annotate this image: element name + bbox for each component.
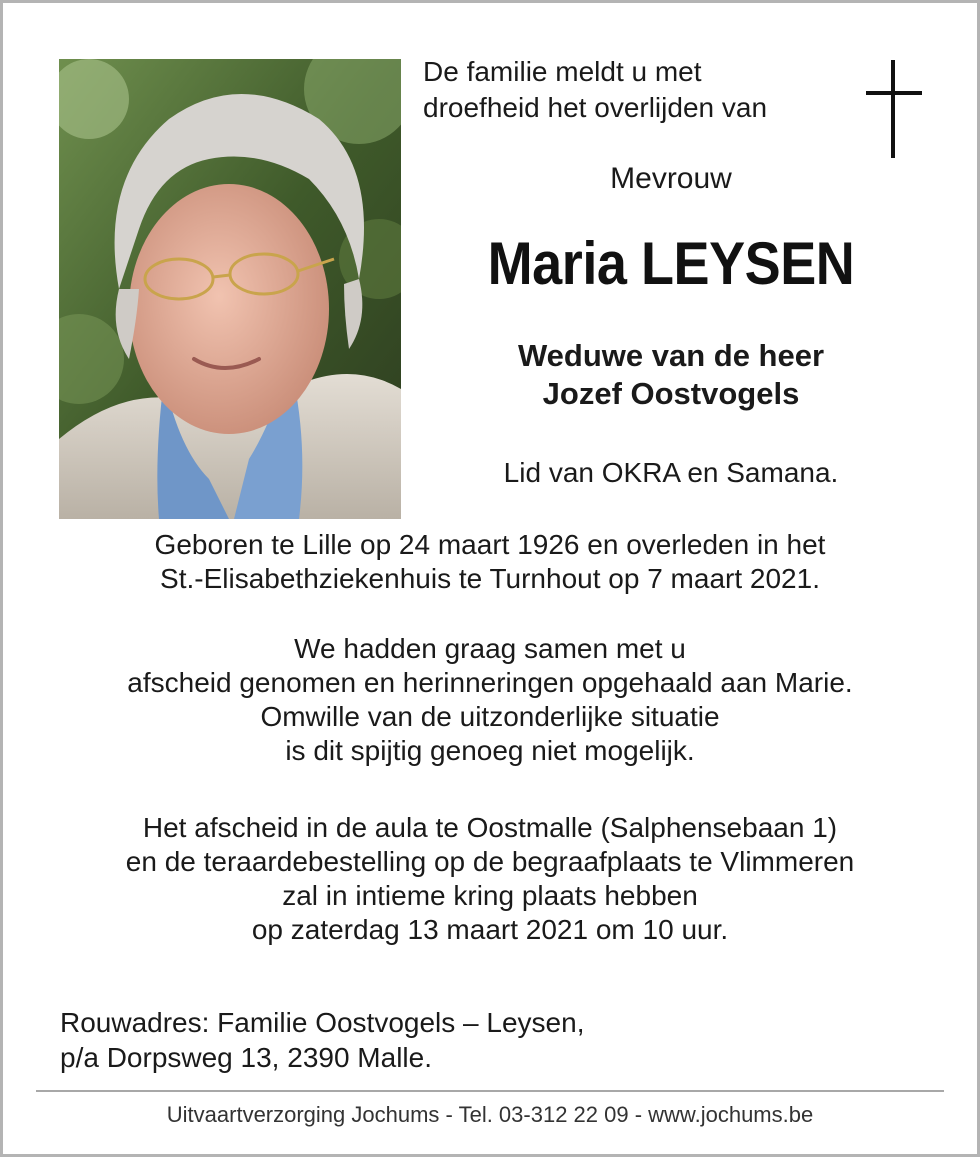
ceremony-line: en de teraardebestelling op de begraafplaats te Vlimmeren bbox=[125, 846, 855, 877]
cross-icon bbox=[862, 60, 924, 158]
membership: Lid van OKRA en Samana. bbox=[503, 457, 839, 488]
widow-line: Jozef Oostvogels bbox=[542, 376, 800, 411]
widow-line: Weduwe van de heer bbox=[517, 338, 825, 373]
message-line: We hadden graag samen met u bbox=[294, 633, 686, 664]
family-message bbox=[40, 632, 940, 768]
footer-divider bbox=[36, 1090, 944, 1092]
address-line: p/a Dorpsweg 13, 2390 Malle. bbox=[60, 1042, 432, 1073]
born-line: St.-Elisabethziekenhuis te Turnhout op 7 maart 2021. bbox=[160, 563, 820, 594]
message-line: is dit spijtig genoeg niet mogelijk. bbox=[285, 735, 695, 766]
honorific: Mevrouw bbox=[610, 162, 732, 195]
intro-text bbox=[423, 54, 843, 126]
intro-line: droefheid het overlijden van bbox=[423, 92, 768, 123]
portrait-photo bbox=[59, 59, 401, 519]
ceremony-line: zal in intieme kring plaats hebben bbox=[282, 880, 698, 911]
ceremony-details bbox=[40, 811, 940, 947]
funeral-director-footer: Uitvaartverzorging Jochums - Tel. 03-312 22 09 - www.jochums.be bbox=[166, 1102, 814, 1127]
ceremony-line: Het afscheid in de aula te Oostmalle (Salphensebaan 1) bbox=[142, 812, 838, 843]
ceremony-line: op zaterdag 13 maart 2021 om 10 uur. bbox=[251, 914, 729, 945]
mourning-address bbox=[60, 1005, 584, 1075]
intro-line: De familie meldt u met bbox=[423, 56, 702, 87]
message-line: afscheid genomen en herinneringen opgehaald aan Marie. bbox=[127, 667, 853, 698]
deceased-name: Maria LEYSEN bbox=[487, 230, 855, 297]
address-line: Rouwadres: Familie Oostvogels – Leysen, bbox=[60, 1007, 585, 1038]
born-line: Geboren te Lille op 24 maart 1926 en overleden in het bbox=[154, 529, 826, 560]
birth-death-details bbox=[40, 528, 940, 596]
message-line: Omwille van de uitzonderlijke situatie bbox=[260, 701, 720, 732]
widow-of bbox=[401, 337, 941, 413]
